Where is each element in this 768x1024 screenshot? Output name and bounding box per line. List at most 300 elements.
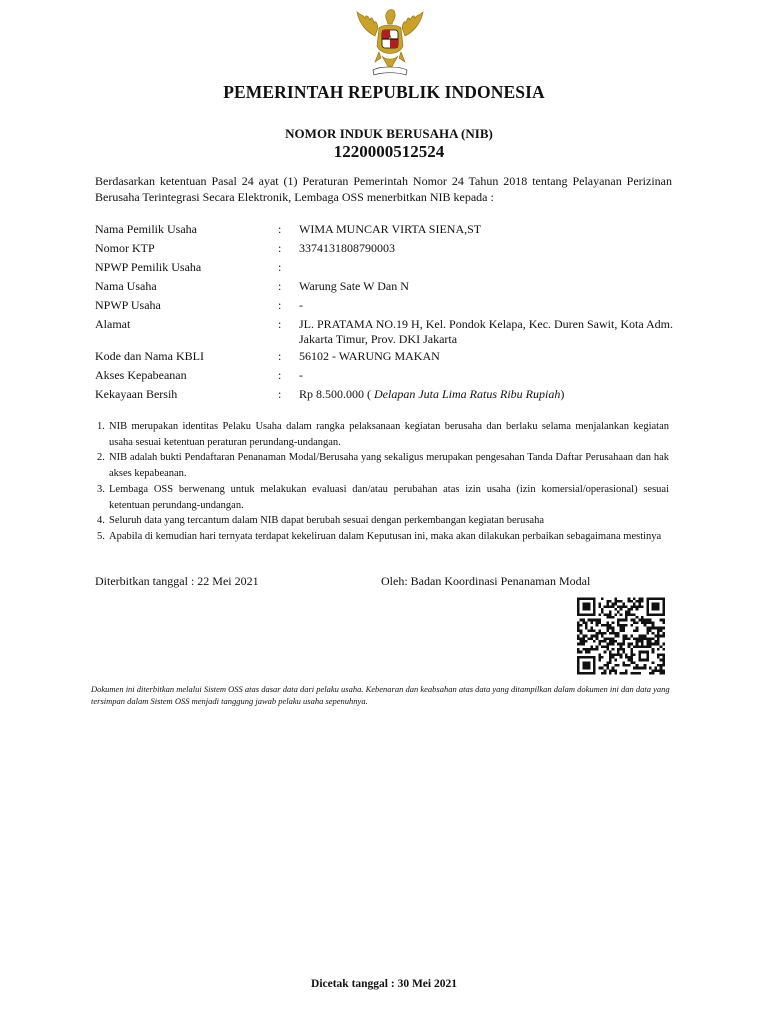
qr-module [590,621,593,624]
qr-module [660,653,663,656]
qr-module [633,637,636,640]
qr-module [652,651,655,654]
qr-module [641,621,644,624]
qr-module [638,667,641,670]
qr-module [585,627,588,630]
qr-module [612,637,615,640]
qr-module [612,632,615,635]
qr-module [636,640,639,643]
qr-module [641,619,644,622]
qr-module [604,645,607,648]
qr-module [598,629,601,632]
qr-module [612,605,615,608]
qr-module [628,645,631,648]
qr-module [652,627,655,630]
qr-module [654,643,657,646]
qr-module [636,621,639,624]
qr-module [630,648,633,651]
qr-module [585,621,588,624]
qr-module [660,635,663,638]
qr-module [630,608,633,611]
qr-module [628,664,631,667]
qr-module [662,643,665,646]
qr-module [614,608,617,611]
qr-module [649,619,652,622]
qr-module [644,645,647,648]
qr-module [609,605,612,608]
qr-module [620,613,623,616]
qr-module [601,656,604,659]
qr-module [596,637,599,640]
qr-module [620,653,623,656]
qr-module [625,624,628,627]
qr-module [662,659,665,662]
qr-module [588,651,591,654]
qr-module [652,643,655,646]
qr-module [580,632,583,635]
qr-module [633,645,636,648]
qr-module [580,629,583,632]
qr-module [652,624,655,627]
qr-module [622,627,625,630]
qr-module [622,651,625,654]
qr-module [612,669,615,672]
qr-module [630,619,633,622]
qr-module [662,627,665,630]
qr-module [582,640,585,643]
qr-module [614,635,617,638]
qr-module [644,621,647,624]
qr-module [620,656,623,659]
qr-module [630,661,633,664]
qr-module [604,613,607,616]
qr-module [654,669,657,672]
qr-module [620,672,623,675]
qr-module [660,627,663,630]
qr-module [630,659,633,662]
qr-module [612,653,615,656]
amount-open-paren: ( [364,387,375,401]
qr-module [625,616,628,619]
field-label: Akses Kepabeanan [95,368,187,382]
qr-module [620,600,623,603]
qr-module [622,635,625,638]
qr-module [601,608,604,611]
qr-module [598,621,601,624]
field-label: NPWP Pemilik Usaha [95,260,202,274]
qr-module [620,645,623,648]
qr-module [636,629,639,632]
qr-module [580,640,583,643]
qr-module [633,597,636,600]
qr-module [577,648,580,651]
qr-module [598,603,601,606]
qr-module [606,605,609,608]
qr-module [598,667,601,670]
qr-module [606,645,609,648]
qr-module [598,619,601,622]
qr-module [617,632,620,635]
qr-module [590,627,593,630]
qr-module [622,624,625,627]
qr-module [641,637,644,640]
qr-module [609,669,612,672]
qr-module [617,651,620,654]
qr-module [598,605,601,608]
qr-module [644,619,647,622]
qr-module [577,629,580,632]
qr-module [649,667,652,670]
qr-module [636,608,639,611]
qr-module [630,600,633,603]
qr-module [662,669,665,672]
qr-module [662,632,665,635]
qr-module [577,651,580,654]
qr-module [601,597,604,600]
qr-module [652,669,655,672]
qr-module [649,627,652,630]
qr-module [628,656,631,659]
qr-module [636,627,639,630]
qr-module [657,653,660,656]
qr-module [606,621,609,624]
qr-module [636,667,639,670]
qr-module [620,627,623,630]
qr-module [654,627,657,630]
qr-module [641,605,644,608]
qr-module [604,672,607,675]
qr-module [630,605,633,608]
field-label: Kekayaan Bersih [95,387,178,401]
qr-module [660,645,663,648]
qr-module [638,635,641,638]
qr-module [646,640,649,643]
qr-module [633,661,636,664]
qr-module [614,632,617,635]
note-number: 4. [97,515,105,526]
qr-module [657,632,660,635]
nib-label: NOMOR INDUK BERUSAHA (NIB) [285,126,493,141]
qr-module [606,637,609,640]
qr-module [590,637,593,640]
field-value: 3374131808790003 [299,241,395,255]
qr-module [657,635,660,638]
amount-close-paren: ) [560,387,565,401]
qr-module [625,605,628,608]
qr-module [612,629,615,632]
qr-module [622,605,625,608]
qr-module [662,664,665,667]
qr-module [609,643,612,646]
field-colon: : [278,260,282,274]
qr-module [612,648,615,651]
qr-module [577,624,580,627]
qr-module [638,597,641,600]
government-title: PEMERINTAH REPUBLIK INDONESIA [223,82,545,102]
qr-module [609,656,612,659]
qr-module [630,635,633,638]
garuda-emblem [349,6,431,80]
issued-by: Oleh: Badan Koordinasi Penanaman Modal [381,574,591,588]
qr-module [612,603,615,606]
qr-module [622,661,625,664]
qr-module [644,637,647,640]
qr-module [601,672,604,675]
qr-module [577,635,580,638]
qr-module [652,632,655,635]
qr-module [652,648,655,651]
field-value: WIMA MUNCAR VIRTA SIENA,ST [299,222,482,236]
qr-module [585,651,588,654]
qr-module [633,667,636,670]
qr-module [630,653,633,656]
field-colon: : [278,279,282,293]
qr-module [654,635,657,638]
qr-module [598,659,601,662]
qr-module [598,632,601,635]
field-value: JL. PRATAMA NO.19 H, Kel. Pondok Kelapa, Kec. Duren Sawit, Kota Adm. Jakarta Timur, Prov. DKI Jakarta [299,317,674,346]
qr-module [609,659,612,662]
qr-module [644,635,647,638]
qr-module [585,635,588,638]
note-text: Lembaga OSS berwenang untuk melakukan evaluasi dan/atau perubahan atas izin usaha (izin komersial/operasional) sesuai ketentuan perundang-undangan. [109,484,669,511]
qr-module [620,624,623,627]
qr-module [657,627,660,630]
qr-module [649,640,652,643]
qr-module [614,613,617,616]
note-text: Apabila di kemudian hari ternyata terdapat kekeliruan dalam Keputusan ini, maka akan dilakukan perbaikan sebagaimana mestinya [109,531,662,542]
qr-module [662,656,665,659]
qr-module [596,619,599,622]
qr-module [638,672,641,675]
qr-module [617,619,620,622]
qr-module [604,640,607,643]
field-label: NPWP Usaha [95,298,161,312]
qr-module [606,648,609,651]
qr-module [582,643,585,646]
qr-module [606,667,609,670]
qr-module [609,637,612,640]
qr-module [617,621,620,624]
qr-module [582,637,585,640]
qr-module [590,619,593,622]
qr-module [628,637,631,640]
qr-module [638,603,641,606]
qr-module [580,619,583,622]
qr-module [660,664,663,667]
qr-module [617,605,620,608]
qr-module [636,664,639,667]
qr-module [662,653,665,656]
qr-module [580,624,583,627]
qr-module [649,621,652,624]
qr-module [598,640,601,643]
qr-module [641,597,644,600]
qr-module [636,637,639,640]
qr-module [598,656,601,659]
qr-module [652,621,655,624]
issued-date: Diterbitkan tanggal : 22 Mei 2021 [95,574,259,588]
qr-module [633,672,636,675]
qr-module [646,637,649,640]
qr-module [657,669,660,672]
qr-module [593,635,596,638]
qr-module [601,632,604,635]
qr-module [625,635,628,638]
qr-module [644,664,647,667]
qr-module [609,611,612,614]
qr-module [593,648,596,651]
qr-module [625,672,628,675]
qr-module [649,629,652,632]
qr-module [649,645,652,648]
qr-module [636,605,639,608]
qr-module [604,664,607,667]
qr-module [625,656,628,659]
qr-module [612,643,615,646]
qr-module [636,672,639,675]
qr-module [630,613,633,616]
qr-module [614,603,617,606]
note-text: Seluruh data yang tercantum dalam NIB dapat berubah sesuai dengan perkembangan kegiatan berusaha [109,515,545,526]
qr-module [620,629,623,632]
qr-module [580,643,583,646]
qr-module [641,667,644,670]
qr-module [638,600,641,603]
qr-module [625,664,628,667]
qr-module [662,648,665,651]
field-colon: : [278,298,282,312]
qr-module [617,653,620,656]
qr-module [660,659,663,662]
qr-module [588,629,591,632]
qr-module [609,661,612,664]
qr-module [630,651,633,654]
qr-module [614,659,617,662]
note-text: NIB merupakan identitas Pelaku Usaha dalam rangka pelaksanaan kegiatan berusaha dan berlaku selama menjalankan kegiatan usaha sesuai ketentuan peraturan perundang-undangan. [109,421,669,448]
qr-module [649,643,652,646]
qr-module [612,640,615,643]
qr-module [601,667,604,670]
qr-module [606,600,609,603]
qr-module [580,651,583,654]
qr-module [601,635,604,638]
field-label: Kode dan Nama KBLI [95,349,204,363]
qr-module [588,619,591,622]
qr-module [641,643,644,646]
qr-module [636,600,639,603]
qr-module [593,629,596,632]
qr-module [577,643,580,646]
qr-module [606,627,609,630]
qr-module [630,624,633,627]
qr-module [641,645,644,648]
qr-module [633,653,636,656]
qr-module [625,611,628,614]
qr-module [617,611,620,614]
qr-module [660,669,663,672]
qr-module [609,653,612,656]
qr-code [577,597,665,675]
qr-module [633,603,636,606]
qr-module [638,640,641,643]
qr-module [609,613,612,616]
qr-module [628,643,631,646]
qr-module [628,611,631,614]
qr-module [609,600,612,603]
qr-module [582,619,585,622]
qr-module [606,613,609,616]
qr-module [657,629,660,632]
qr-module [622,603,625,606]
qr-module [588,637,591,640]
qr-module [628,600,631,603]
qr-module [604,637,607,640]
qr-module [646,629,649,632]
qr-module [633,619,636,622]
qr-module [628,608,631,611]
qr-module [606,629,609,632]
qr-module [660,629,663,632]
qr-module [657,656,660,659]
qr-module [657,643,660,646]
qr-module [582,635,585,638]
qr-module [657,640,660,643]
qr-module [622,648,625,651]
qr-module [662,621,665,624]
qr-module [652,661,655,664]
qr-module [614,600,617,603]
qr-module [590,645,593,648]
qr-module [625,619,628,622]
qr-module [601,624,604,627]
qr-module [646,643,649,646]
qr-module [622,637,625,640]
amount-in-words: Delapan Juta Lima Ratus Ribu Rupiah [374,387,561,401]
qr-module [604,669,607,672]
qr-module [657,648,660,651]
qr-module [604,605,607,608]
qr-module [638,637,641,640]
qr-module [649,672,652,675]
qr-module [577,637,580,640]
qr-module [593,619,596,622]
qr-module [580,637,583,640]
qr-module [638,619,641,622]
qr-module [628,597,631,600]
qr-module [633,629,636,632]
qr-module [646,619,649,622]
qr-module [588,648,591,651]
qr-module [622,672,625,675]
qr-module [660,672,663,675]
qr-module [614,664,617,667]
qr-module [630,656,633,659]
qr-module [620,648,623,651]
qr-module [606,603,609,606]
qr-module [625,653,628,656]
qr-module [652,672,655,675]
field-colon: : [278,349,282,363]
qr-module [633,613,636,616]
qr-module [662,635,665,638]
qr-module [590,635,593,638]
qr-module [582,648,585,651]
qr-module [644,667,647,670]
field-label: Nomor KTP [95,241,155,255]
qr-module [617,600,620,603]
qr-module [612,656,615,659]
